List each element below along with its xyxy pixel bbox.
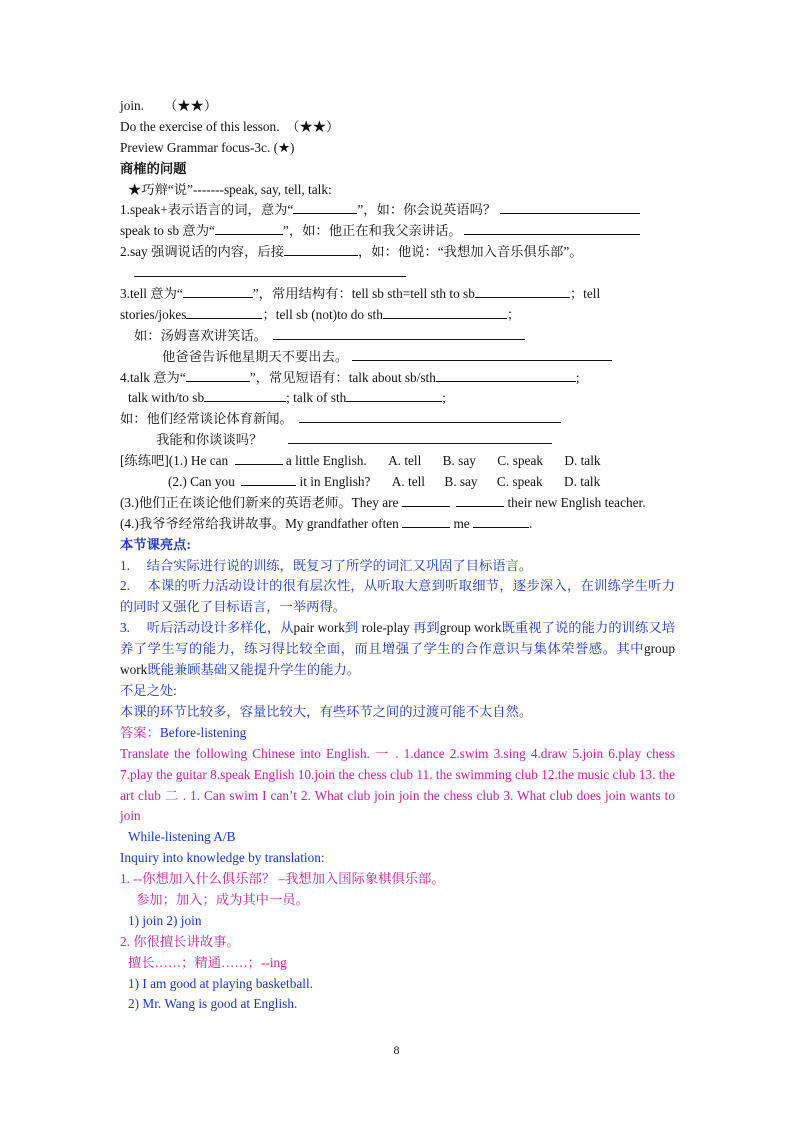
tell-structures-line: stories/jokes ；tell sb (not)to do sth ； (120, 306, 521, 322)
tell-example-1: 如：汤姆喜欢讲笑话。 (120, 326, 675, 347)
say-rule-line: 2.say 强调说话的内容，后接 ，如：他说：“我想加入音乐俱乐部”。 (120, 244, 583, 260)
option-c[interactable]: C. speak (496, 474, 543, 490)
blank[interactable] (346, 388, 442, 402)
talk-example-1: 如：他们经常谈论体育新闻。 (120, 409, 675, 430)
blank[interactable] (284, 242, 358, 256)
answers-heading: 答案：Before-listening (120, 724, 247, 740)
blank[interactable] (215, 221, 283, 235)
tell-rule-line: 3.tell 意为“ ”，常用结构有：tell sb sth=tell sth to sb ；tell (120, 286, 601, 302)
shortcomings-text: 本课的环节比较多，容量比较大，有些环节之间的过渡可能不太自然。 (120, 703, 533, 719)
blank[interactable] (293, 200, 357, 214)
task-line-join: join. （★★） (120, 98, 218, 113)
page-number: 8 (393, 1043, 400, 1057)
highlight-point-3: 3. 听后活动设计多样化，从pair work到 role-play 再到group work既重视了说的能力的训练又培养了学生写的能力，练习得比较全面，而且增强了学生的合作意识与集体荣誉感。其中group work既能兼顾基础又能提升学生的能力。 (120, 620, 676, 678)
practice-question-2: (2.) Can you it in English? A. tell B. say C. speak D. talk (120, 472, 675, 493)
blank[interactable] (235, 451, 283, 465)
option-a[interactable]: A. tell (388, 453, 422, 469)
blank[interactable] (383, 305, 507, 319)
highlight-point-1: 1. 结合实际进行说的训练，既复习了所学的词汇又巩固了目标语言。 (120, 557, 533, 573)
practice-question-1: [练练吧](1.) He can a little English. A. tell B. say C. speak D. talk (120, 451, 675, 472)
blank[interactable] (456, 493, 504, 507)
say-answer-line (120, 263, 675, 284)
option-a[interactable]: A. tell (391, 474, 425, 490)
blank[interactable] (402, 493, 450, 507)
practice-question-3: (3.)他们正在谈论他们新来的英语老师。They are their new English teacher. (120, 494, 646, 510)
talk-example-2: 我能和你谈谈吗？ (120, 430, 675, 451)
speak-to-line: speak to sb 意为“ ”，如：他正在和我父亲讲话。 (120, 221, 675, 242)
speak-rule-line: 1.speak+表示语言的词，意为“ ”，如：你会说英语吗？ (120, 200, 675, 221)
answers-item-2: 2. 你很擅长讲故事。 (120, 933, 240, 949)
blank[interactable] (288, 430, 552, 444)
speak-say-tell-talk-heading: ★巧辩“说”-------speak, say, tell, talk: (128, 181, 332, 197)
blank[interactable] (186, 305, 262, 319)
option-d[interactable]: D. talk (564, 474, 601, 490)
answers-while-listening: While-listening A/B (128, 829, 236, 845)
blank[interactable] (500, 200, 640, 214)
answers-item-1-answer: 1) join 2) join (128, 912, 202, 928)
section-title-discussion: 商榷的问题 (120, 160, 187, 176)
highlight-point-2: 2. 本课的听力活动设计的很有层次性，从听取大意到听取细节，逐步深入，在训练学生听力的同时又强化了目标语言，一举两得。 (120, 578, 675, 615)
blank[interactable] (134, 263, 406, 277)
blank[interactable] (475, 284, 570, 298)
blank[interactable] (186, 368, 250, 382)
answers-example-1: 1) I am good at playing basketball. (128, 975, 314, 991)
task-line-preview: Preview Grammar focus-3c. (★) (120, 139, 295, 155)
answers-item-1-meaning: 参加；加入；成为其中一员。 (136, 891, 309, 907)
practice-question-4: (4.)我爷爷经常给我讲故事。My grandfather often me . (120, 515, 533, 531)
shortcomings-title: 不足之处: (120, 683, 177, 699)
option-b[interactable]: B. say (442, 453, 476, 469)
option-c[interactable]: C. speak (497, 453, 544, 469)
document-body (120, 96, 675, 1015)
blank[interactable] (464, 221, 640, 235)
answers-item-2-meaning: 擅长……；精通……；--ing (128, 954, 287, 970)
blank[interactable] (436, 368, 576, 382)
blank[interactable] (352, 347, 612, 361)
blank[interactable] (473, 514, 529, 528)
blank[interactable] (402, 514, 450, 528)
blank[interactable] (299, 409, 561, 423)
blank[interactable] (273, 326, 525, 340)
talk-phrases-line: talk with/to sb ; talk of sth ; (128, 390, 446, 406)
highlights-title: 本节课亮点: (120, 536, 191, 552)
option-d[interactable]: D. talk (564, 453, 601, 469)
answers-example-2: 2) Mr. Wang is good at English. (128, 996, 298, 1012)
tell-example-2: 他爸爸告诉他星期天不要出去。 (120, 347, 675, 368)
answers-translation: Translate the following Chinese into English. 一 . 1.dance 2.swim 3.sing 4.draw 5.join 6.play chess 7.play the guitar 8.speak English 10.join the chess club 11. the swimming club 12.the music club 13. the art club 二 . 1. Can swim I can’t 2. What club join join the chess club 3. What club does join wants to join (120, 745, 675, 824)
task-line-exercise: Do the exercise of this lesson. （★★） (120, 118, 340, 134)
blank[interactable] (241, 472, 296, 486)
option-b[interactable]: B. say (444, 474, 478, 490)
blank[interactable] (183, 284, 253, 298)
talk-rule-line: 4.talk 意为“ ”，常见短语有：talk about sb/sth ; (120, 369, 580, 385)
blank[interactable] (204, 388, 286, 402)
answers-inquiry: Inquiry into knowledge by translation: (120, 850, 325, 866)
answers-item-1: 1. --你想加入什么俱乐部？ –我想加入国际象棋俱乐部。 (120, 871, 445, 887)
